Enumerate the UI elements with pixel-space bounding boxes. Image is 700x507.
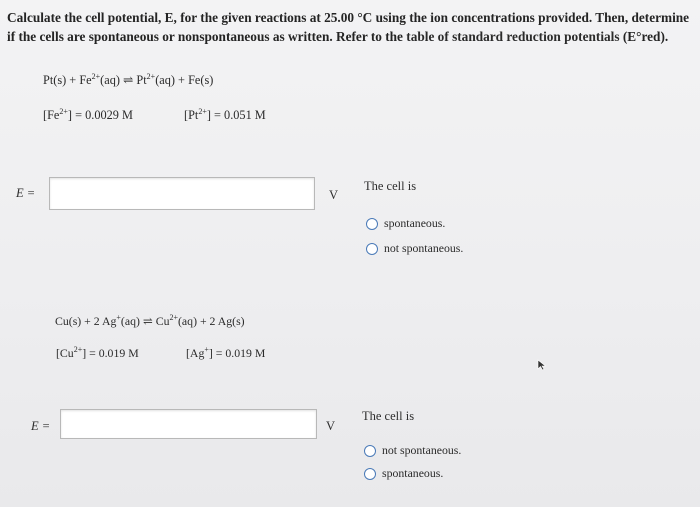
reaction-2 bbox=[55, 314, 245, 329]
unit-v-1: V bbox=[329, 188, 339, 202]
reaction-1-state: (aq) bbox=[100, 73, 120, 87]
radio-option-spontaneous-1[interactable] bbox=[366, 216, 445, 231]
radio-circle-icon[interactable] bbox=[364, 445, 376, 457]
cell-is-label-1: The cell is bbox=[364, 179, 417, 193]
reaction-1-product-rest: (aq) + Fe(s) bbox=[155, 73, 214, 87]
reaction-2-product-charge: 2+ bbox=[169, 313, 178, 322]
cell-is-label-2: The cell is bbox=[362, 409, 415, 423]
reaction-2-product: Cu bbox=[155, 314, 170, 328]
instructions-text: Calculate the cell potential, E, for the given reactions at 25.00 °C using the ion concentrations provided. Then, determine if the cells are spontaneous or nonspontaneous as written. Refer to the bbox=[7, 10, 690, 44]
conc-pt-charge: 2+ bbox=[198, 107, 207, 116]
concentration-cu bbox=[56, 346, 139, 361]
conc-fe-charge: 2+ bbox=[59, 107, 68, 116]
e-label-2: E = bbox=[31, 419, 51, 433]
reaction-2-state: (aq) bbox=[120, 314, 140, 328]
reduction-potentials-symbol: (E°red). bbox=[622, 29, 669, 44]
conc-fe-value: ] = 0.0029 M bbox=[67, 108, 133, 122]
reaction-1-product: Pt bbox=[136, 73, 147, 87]
concentration-pt bbox=[184, 108, 266, 123]
radio-label: spontaneous. bbox=[382, 466, 444, 480]
conc-cu-value: ] = 0.019 M bbox=[82, 346, 139, 360]
conc-ag-value: ] = 0.019 M bbox=[208, 346, 266, 360]
reaction-1 bbox=[43, 73, 213, 88]
radio-label: not spontaneous. bbox=[382, 443, 462, 457]
instructions bbox=[7, 8, 693, 46]
radio-label: spontaneous. bbox=[384, 216, 446, 230]
concentration-ag bbox=[186, 346, 265, 361]
reaction-2-product-rest: (aq) + 2 Ag(s) bbox=[178, 314, 245, 328]
radio-label: not spontaneous. bbox=[384, 241, 464, 255]
conc-ag-species: [Ag bbox=[186, 346, 205, 360]
conc-cu-species: [Cu bbox=[56, 346, 74, 360]
radio-option-not-spontaneous-2[interactable] bbox=[364, 443, 461, 458]
e-input-2[interactable] bbox=[60, 409, 317, 439]
reaction-2-charge: + bbox=[116, 313, 121, 322]
radio-circle-icon[interactable] bbox=[366, 243, 378, 255]
conc-pt-value: ] = 0.051 M bbox=[206, 108, 266, 122]
reaction-1-product-charge: 2+ bbox=[146, 72, 156, 81]
equilibrium-arrow: ⇌ bbox=[123, 73, 134, 87]
conc-fe-species: [Fe bbox=[43, 108, 60, 122]
radio-option-not-spontaneous-1[interactable] bbox=[366, 241, 463, 256]
conc-cu-charge: 2+ bbox=[73, 345, 83, 354]
unit-v-2: V bbox=[326, 419, 336, 433]
equilibrium-arrow: ⇌ bbox=[142, 314, 153, 328]
reaction-1-reactant: Pt(s) + Fe bbox=[43, 73, 92, 87]
mouse-cursor-icon bbox=[537, 359, 547, 371]
radio-circle-icon[interactable] bbox=[364, 468, 376, 480]
conc-pt-species: [Pt bbox=[184, 108, 199, 122]
conc-ag-charge: + bbox=[204, 345, 209, 354]
radio-option-spontaneous-2[interactable] bbox=[364, 466, 443, 481]
reduction-potentials-link[interactable]: table of standard reduction potentials bbox=[406, 29, 620, 44]
e-input-1[interactable] bbox=[49, 177, 315, 210]
e-label-1: E = bbox=[16, 186, 36, 200]
radio-circle-icon[interactable] bbox=[366, 218, 378, 230]
reaction-1-charge: 2+ bbox=[91, 72, 101, 81]
reaction-2-reactant: Cu(s) + 2 Ag bbox=[55, 314, 117, 328]
concentration-fe bbox=[43, 108, 133, 123]
